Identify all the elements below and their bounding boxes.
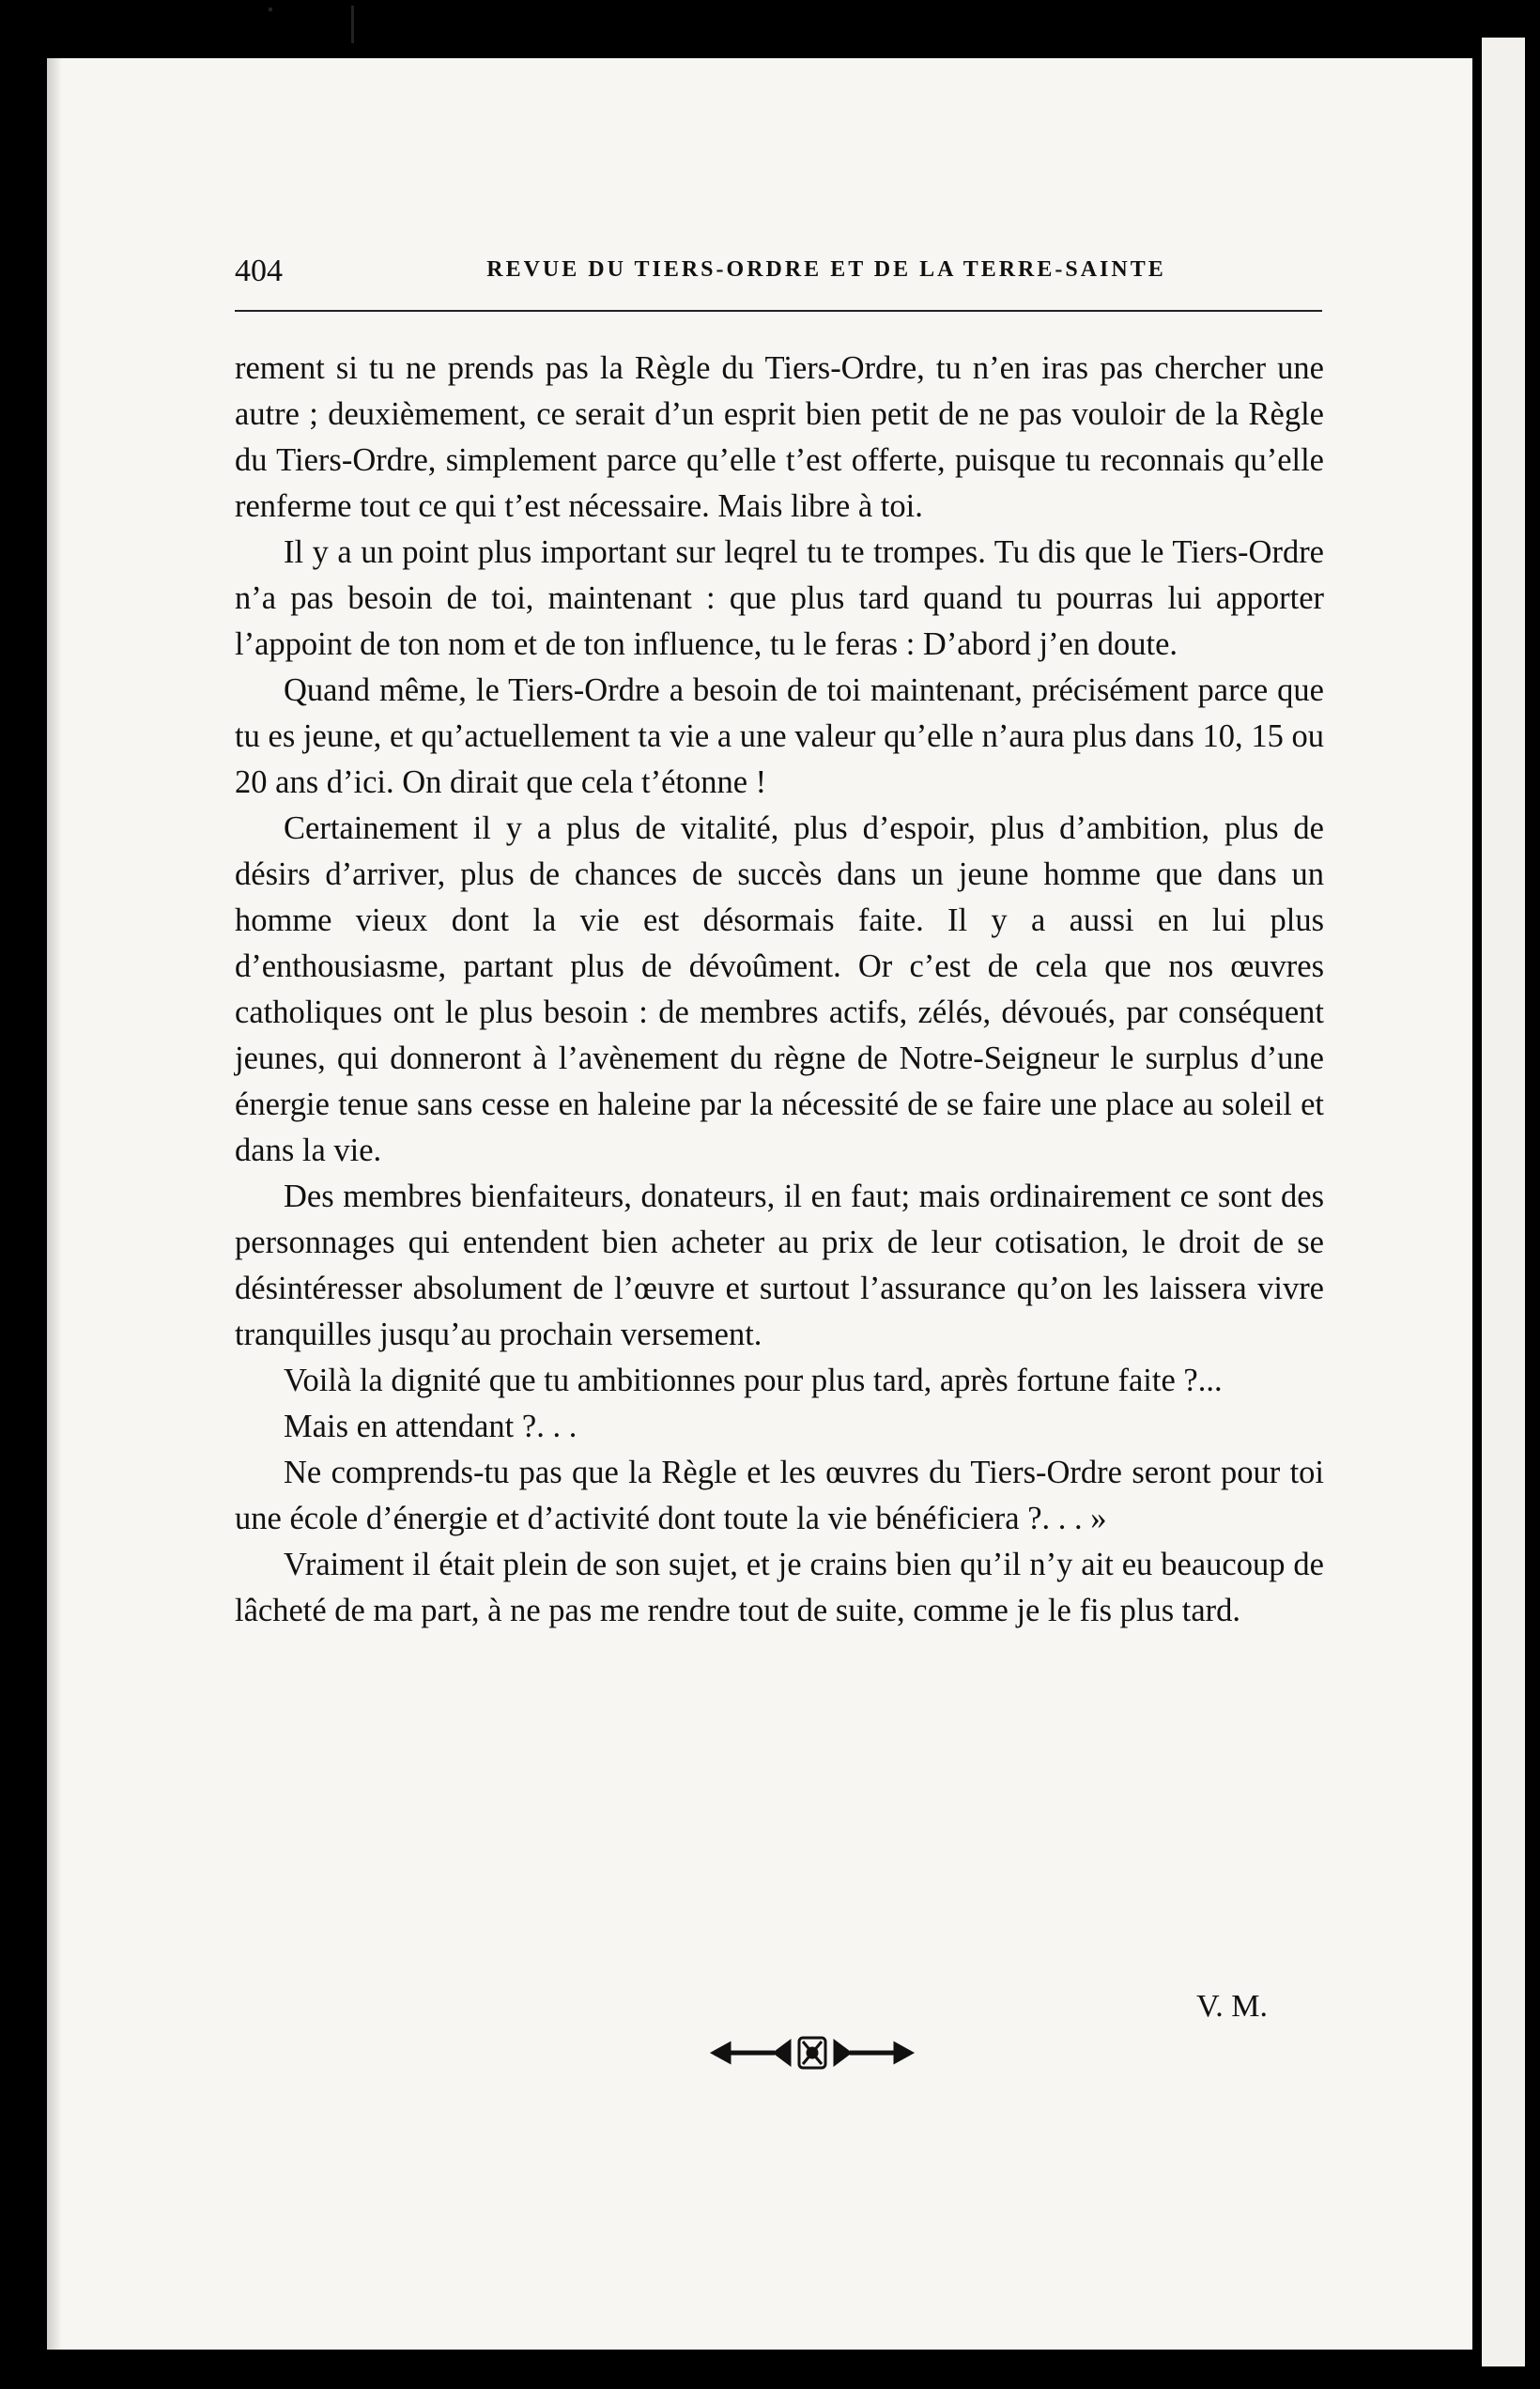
paragraph: Voilà la dignité que tu ambitionnes pour plus tard, après fortune faite ?... — [284, 1363, 1223, 1398]
author-signature: V. M. — [1196, 1989, 1268, 2024]
article-body — [235, 346, 1324, 1634]
paragraph: Des membres bienfaiteurs, donateurs, il en faut; mais ordinairement ce sont des personnages qui entendent bien acheter au prix de leur cotisation, le droit de se désintéresser absolument de l’œuvre et surtout l’assurance qu’on les laissera vivre tranquilles jusqu’au prochain versement. — [235, 1179, 1324, 1352]
paragraph: Il y a un point plus important sur leqrel tu te trompes. Tu dis que le Tiers-Ordre n’a pas besoin de toi, maintenant : que plus tard quand tu pourras lui apporter l’appoint de ton nom et de ton influence, tu le feras : D’abord j’en doute. — [235, 534, 1324, 662]
tailpiece-ornament-icon — [709, 2032, 916, 2073]
paragraph: Ne comprends-tu pas que la Règle et les œuvres du Tiers-Ordre seront pour toi une école d’énergie et d’activité dont toute la vie bénéficiera ?. . . » — [235, 1455, 1324, 1536]
running-header — [235, 246, 1324, 293]
header-rule — [235, 310, 1322, 312]
adjacent-page-edge — [1482, 38, 1525, 2366]
paragraph: Certainement il y a plus de vitalité, plus d’espoir, plus d’ambition, plus de désirs d’arriver, plus de chances de succès dans un jeune homme que dans un homme vieux dont la vie est désormais faite. Il y a aussi en lui plus d’enthousiasme, partant plus de dévoûment. Or c’est de cela que nos œuvres catholiques ont le plus besoin : de membres actifs, zélés, dévoués, par conséquent jeunes, qui donneront à l’avènement du règne de Notre-Seigneur le surplus d’une énergie tenue sans cesse en haleine par la nécessité de se faire une place au soleil et dans la vie. — [235, 810, 1324, 1168]
paragraph: rement si tu ne prends pas la Règle du Tiers-Ordre, tu n’en iras pas chercher une autre ; deuxièmement, ce serait d’un esprit bien petit de ne pas vouloir de la Règle du Tiers-Ordre, simplement parce qu’elle t’est offerte, puisque tu reconnais qu’elle renferme tout ce qui t’est nécessaire. Mais libre à toi. — [235, 350, 1324, 524]
running-title: REVUE DU TIERS-ORDRE ET DE LA TERRE-SAINTE — [486, 257, 1166, 282]
page-number: 404 — [235, 254, 283, 288]
scan-tick-mark — [351, 6, 354, 43]
scan-tick-mark — [269, 8, 272, 11]
paragraph: Vraiment il était plein de son sujet, et je crains bien qu’il n’y ait eu beaucoup de lâcheté de ma part, à ne pas me rendre tout de suite, comme je le fis plus tard. — [235, 1547, 1324, 1628]
paragraph: Mais en attendant ?. . . — [284, 1409, 578, 1444]
paragraph: Quand même, le Tiers-Ordre a besoin de toi maintenant, précisément parce que tu es jeune, et qu’actuellement ta vie a une valeur qu’elle n’aura plus dans 10, 15 ou 20 ans d’ici. On dirait que cela t’étonne ! — [235, 672, 1324, 800]
page-gutter-shadow — [47, 58, 62, 2350]
